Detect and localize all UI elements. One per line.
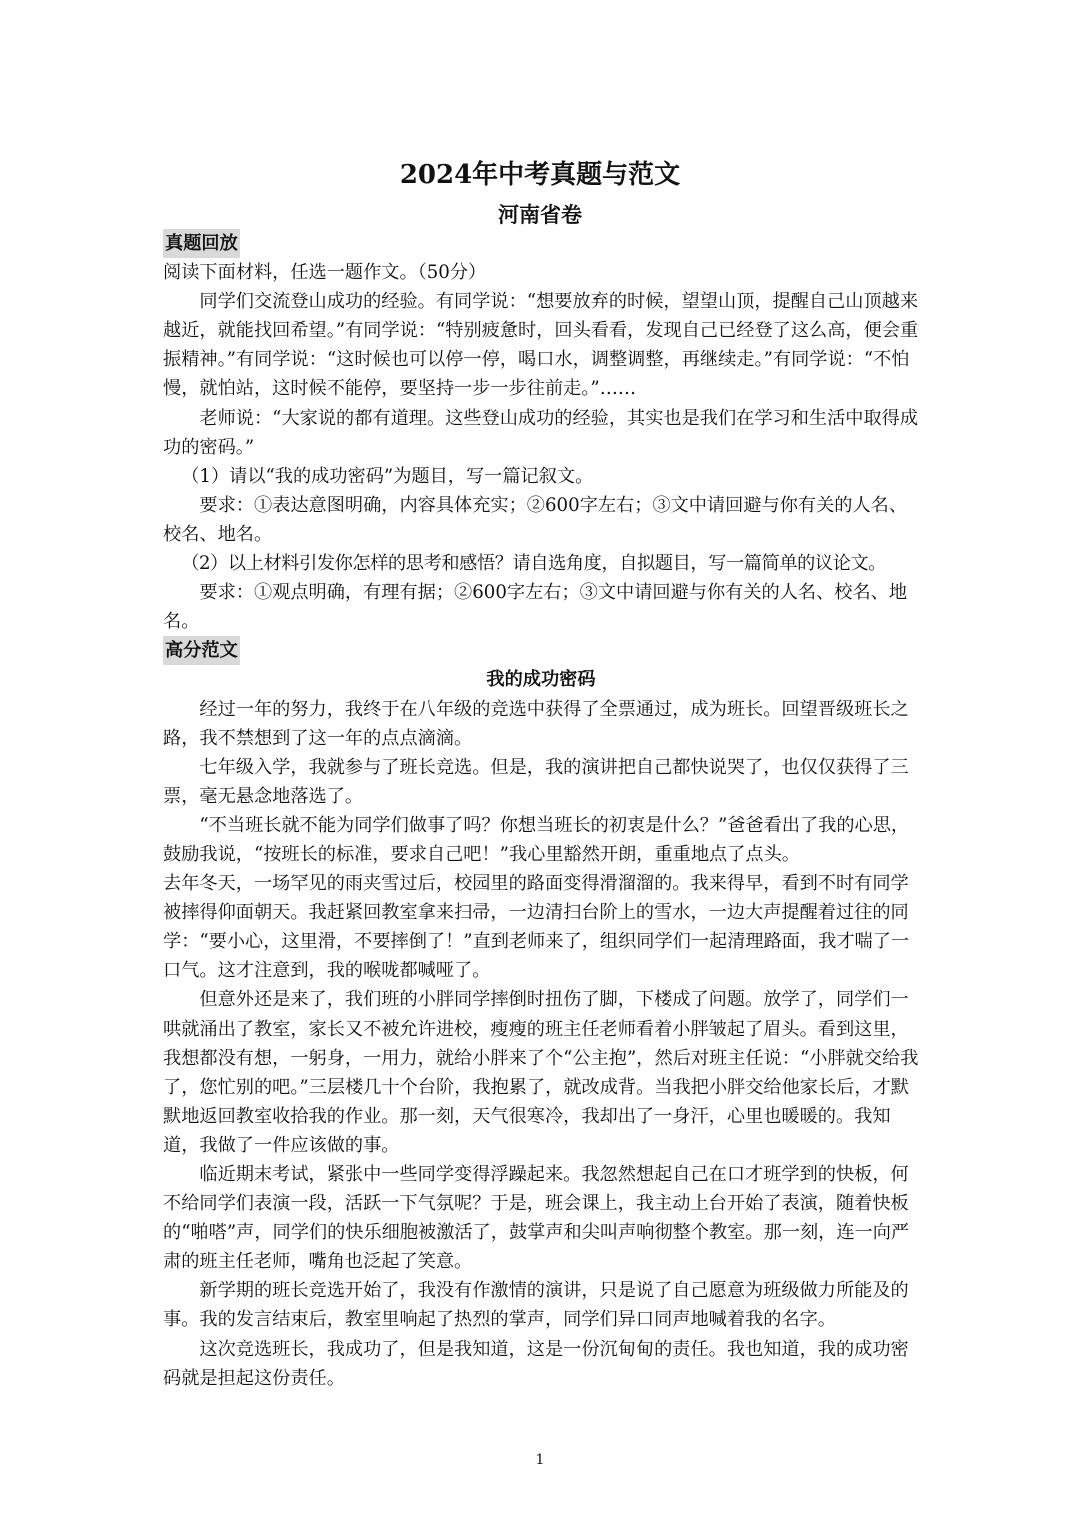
section-heading-essay: 高分范文 — [163, 636, 240, 665]
essay-title: 我的成功密码 — [486, 669, 596, 691]
exam-option-1: （1）请以“我的成功密码”为题目，写一篇记叙文。 — [181, 465, 594, 487]
essay-paragraph: 临近期末考试，紧张中一些同学变得浮躁起来。我忽然想起自己在口才班学到的快板，何不给同学们表演一段，活跃一下气氛呢？于是，班会课上，我主动上台开始了表演，随着快板的“啪嗒”声，同学们的快乐细胞被激活了，鼓掌声和尖叫声响彻整个教室。那一刻，连一向严肃的班主任老师，嘴角也泛起了笑意。 — [163, 1164, 910, 1273]
essay-paragraph: 去年冬天，一场罕见的雨夹雪过后，校园里的路面变得滑溜溜的。我来得早，看到不时有同学被摔得仰面朝天。我赶紧回教室拿来扫帚，一边清扫台阶上的雪水，一边大声提醒着过往的同学：“要小心，这里滑，不要摔倒了！”直到老师来了，组织同学们一起清理路面，我才喘了一口气。这才注意到，我的喉咙都喊哑了。 — [163, 873, 910, 982]
essay-paragraph: 这次竞选班长，我成功了，但是我知道，这是一份沉甸甸的责任。我也知道，我的成功密码就是担起这份责任。 — [163, 1338, 909, 1389]
essay-paragraph: 七年级入学，我就参与了班长竞选。但是，我的演讲把自己都快说哭了，也仅仅获得了三票，毫无悬念地落选了。 — [163, 756, 909, 807]
exam-option-2: （2）以上材料引发你怎样的思考和感悟？请自选角度，自拟题目，写一篇简单的议论文。 — [181, 553, 887, 575]
essay-paragraph: 经过一年的努力，我终于在八年级的竞选中获得了全票通过，成为班长。回望晋级班长之路，我不禁想到了这一年的点点滴滴。 — [163, 698, 909, 749]
document-subtitle: 河南省卷 — [498, 202, 582, 227]
exam-teacher-paragraph: 老师说：“大家说的都有道理。这些登山成功的经验，其实也是我们在学习和生活中取得成功的密码。” — [163, 407, 919, 458]
exam-option-2-requirements: 要求：①观点明确，有理有据；②600字左右；③文中请回避与你有关的人名、校名、地名。 — [163, 582, 908, 633]
section-heading-exam: 真题回放 — [163, 229, 240, 258]
page-number: 1 — [535, 1452, 545, 1468]
exam-instruction: 阅读下面材料，任选一题作文。（50分） — [163, 262, 487, 284]
exam-material-paragraph: 同学们交流登山成功的经验。有同学说：“想要放弃的时候，望望山顶，提醒自己山顶越来越近，就能找回希望。”有同学说：“特别疲惫时，回头看看，发现自己已经登了这么高，便会重振精神。”有同学说：“这时候也可以停一停，喝口水，调整调整，再继续走。”有同学说：“不怕慢，就怕站，这时候不能停，要坚持一步一步往前走。”…… — [163, 291, 919, 400]
essay-paragraph: 但意外还是来了，我们班的小胖同学摔倒时扭伤了脚，下楼成了问题。放学了，同学们一哄就涌出了教室，家长又不被允许进校，瘦瘦的班主任老师看着小胖皱起了眉头。看到这里，我想都没有想，一躬身，一用力，就给小胖来了个“公主抱”，然后对班主任说：“小胖就交给我了，您忙别的吧。”三层楼几十个台阶，我抱累了，就改成背。当我把小胖交给他家长后，才默默地返回教室收拾我的作业。那一刻，天气很寒冷，我却出了一身汗，心里也暖暖的。我知道，我做了一件应该做的事。 — [163, 989, 919, 1156]
document-body — [163, 229, 919, 1393]
document-title: 2024年中考真题与范文 — [399, 160, 681, 190]
exam-option-1-requirements: 要求：①表达意图明确，内容具体充实；②600字左右；③文中请回避与你有关的人名、校名、地名。 — [163, 494, 908, 545]
essay-paragraph: 新学期的班长竞选开始了，我没有作激情的演讲，只是说了自己愿意为班级做力所能及的事。我的发言结束后，教室里响起了热烈的掌声，同学们异口同声地喊着我的名字。 — [163, 1280, 909, 1331]
essay-paragraph: “不当班长就不能为同学们做事了吗？你想当班长的初衷是什么？”爸爸看出了我的心思，鼓励我说，“按班长的标准，要求自己吧！”我心里豁然开朗，重重地点了点头。 — [163, 814, 910, 865]
